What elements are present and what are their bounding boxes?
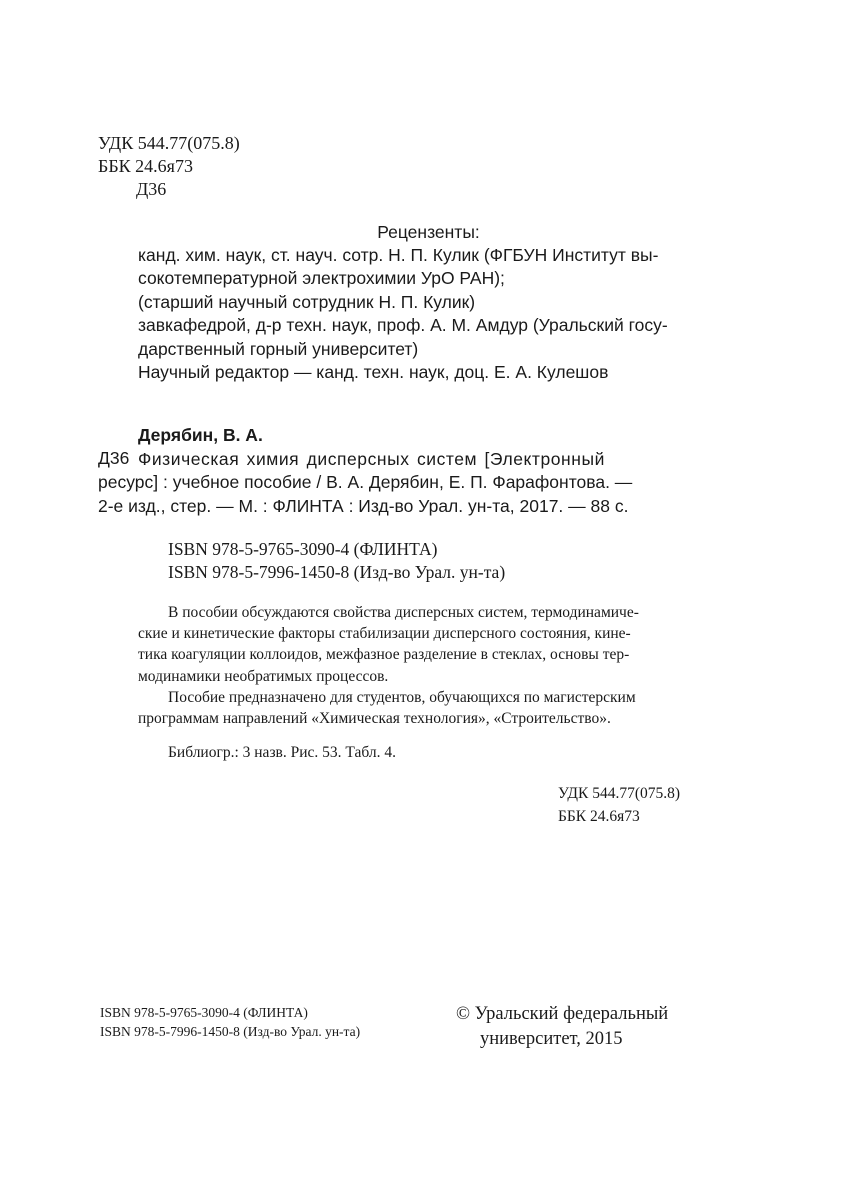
annotation-line: тика коагуляции коллоидов, межфазное разделение в стеклах, основы тер- [138, 646, 630, 664]
footer-isbn-block [100, 1003, 360, 1041]
reviewers-list [138, 244, 668, 384]
udk-code: УДК 544.77(075.8) [98, 133, 240, 153]
bbk-code: ББК 24.6я73 [558, 807, 640, 825]
scientific-editor-line: Научный редактор — канд. техн. наук, доц. Е. А. Кулешов [138, 362, 609, 383]
description-line: 2-е изд., стер. — М. : ФЛИНТА : Изд-во Урал. ун-та, 2017. — 88 с. [98, 495, 629, 516]
isbn-urfu: ISBN 978-5-7996-1450-8 (Изд-во Урал. ун-та) [100, 1024, 361, 1039]
isbn-flinta: ISBN 978-5-9765-3090-4 (ФЛИНТА) [168, 539, 438, 559]
bibliography-note: Библиогр.: 3 назв. Рис. 53. Табл. 4. [168, 744, 396, 761]
copyright-line: © Уральский федеральный [456, 1004, 669, 1024]
copyright-notice [456, 1002, 668, 1052]
reviewer-line: канд. хим. наук, ст. науч. сотр. Н. П. Кулик (ФГБУН Институт вы- [138, 245, 659, 265]
reviewer-line: (старший научный сотрудник Н. П. Кулик) [138, 291, 476, 312]
catalog-author: Дерябин, В. А. [138, 425, 263, 445]
annotation [138, 602, 702, 729]
isbn-urfu: ISBN 978-5-7996-1450-8 (Изд-во Урал. ун-та) [168, 562, 506, 583]
isbn-flinta: ISBN 978-5-9765-3090-4 (ФЛИНТА) [100, 1005, 308, 1020]
reviewer-line: дарственный горный университет) [138, 338, 419, 359]
copyright-line: университет, 2015 [480, 1029, 623, 1049]
description-line: Физическая химия дисперсных систем [Электронный [138, 449, 605, 469]
catalog-code: Д36 [98, 448, 130, 468]
catalog-isbn-block [168, 538, 505, 585]
description-line: ресурс] : учебное пособие / В. А. Дерябин, Е. П. Фарафонтова. — [98, 472, 633, 493]
classification-codes [98, 132, 240, 201]
reviewers-title: Рецензенты: [377, 222, 480, 242]
reviewer-line: сокотемпературной электрохимии УрО РАН); [138, 268, 505, 289]
catalog-classification-codes [558, 783, 680, 828]
annotation-line: ские и кинетические факторы стабилизации дисперсного состояния, кине- [138, 625, 631, 643]
bbk-code: ББК 24.6я73 [98, 156, 193, 176]
reviewer-line: завкафедрой, д-р техн. наук, проф. А. М. Амдур (Уральский госу- [138, 315, 668, 336]
annotation-line: В пособии обсуждаются свойства дисперсных систем, термодинамиче- [168, 604, 639, 621]
annotation-line: программам направлений «Химическая технология», «Строительство». [138, 710, 611, 728]
author-sign: Д36 [136, 179, 167, 199]
udk-code: УДК 544.77(075.8) [558, 785, 681, 802]
annotation-line: Пособие предназначено для студентов, обучающихся по магистерским [168, 688, 636, 706]
annotation-line: модинамики необратимых процессов. [138, 667, 389, 685]
